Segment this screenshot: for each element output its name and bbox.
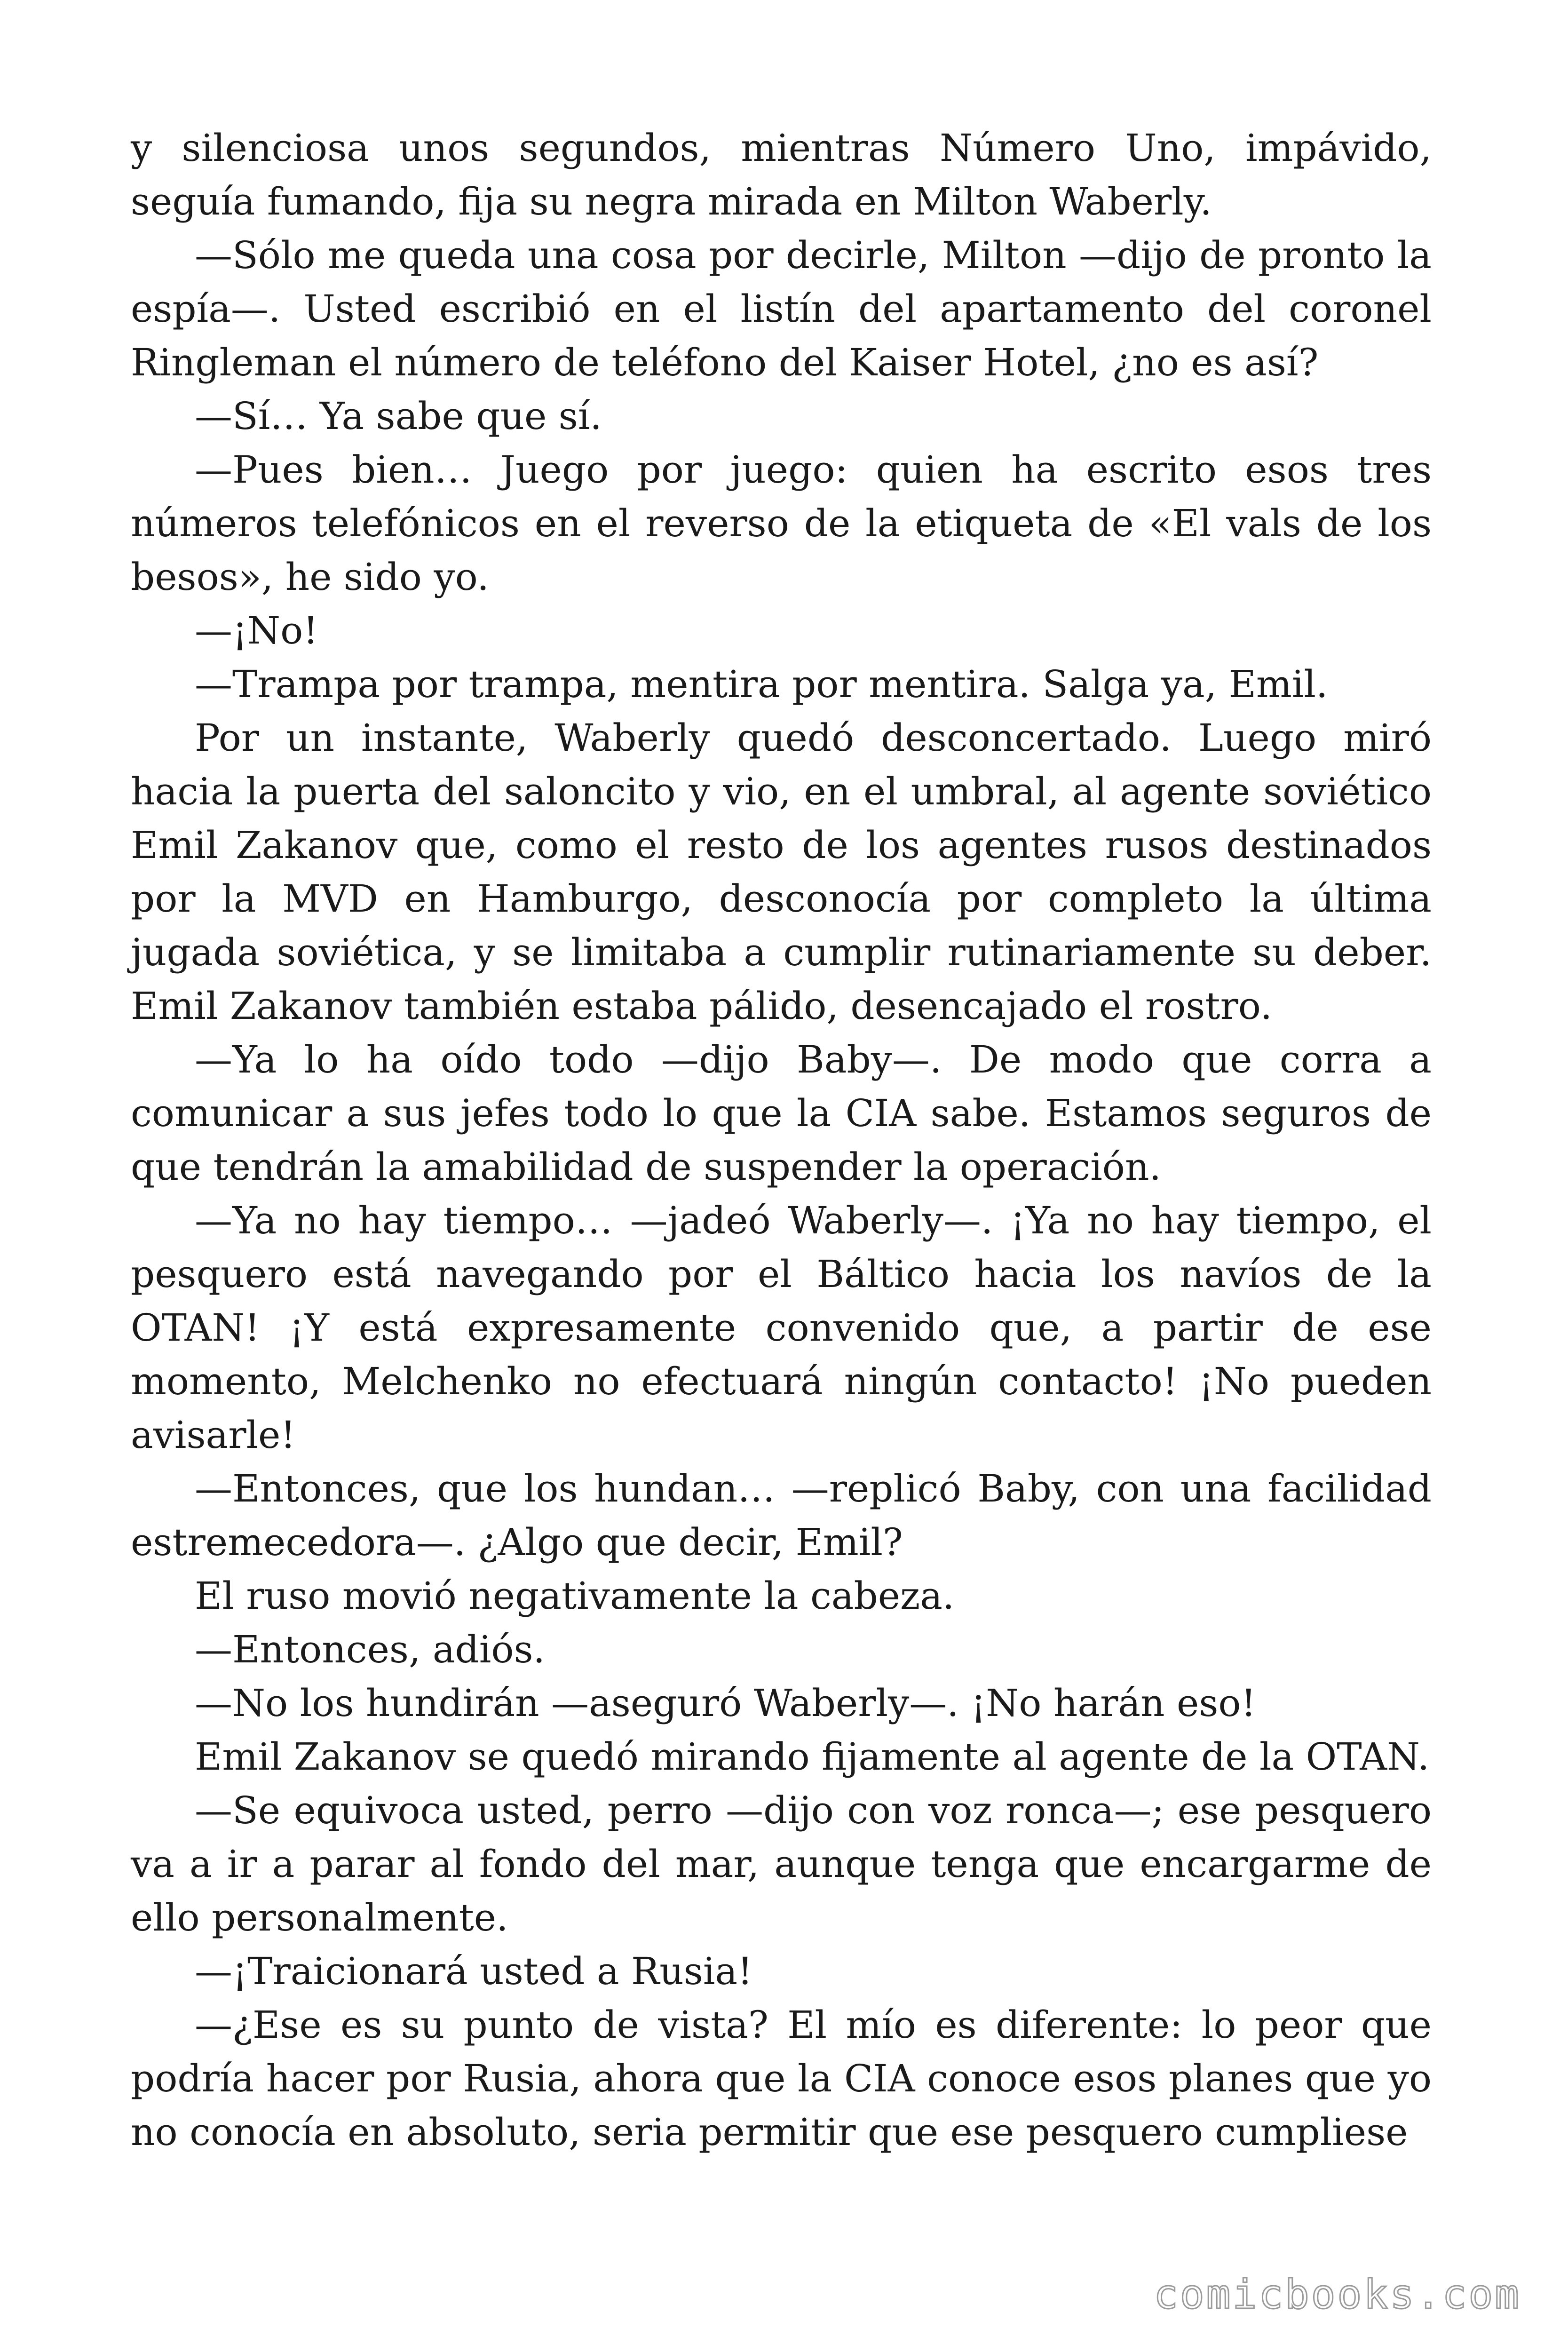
paragraph: —Pues bien… Juego por juego: quien ha escrito esos tres números telefónicos en el reverso de la etiqueta de «El vals de los besos», he sido yo. <box>131 448 1432 599</box>
paragraph: —Sólo me queda una cosa por decirle, Milton —dijo de pronto la espía—. Usted escribió en el listín del apartamento del coronel Ringleman el número de teléfono del Kaiser Hotel, ¿no es así? <box>131 233 1432 384</box>
paragraph: —¿Ese es su punto de vista? El mío es diferente: lo peor que podría hacer por Rusia, ahora que la CIA conoce esos planes que yo no conocía en absoluto, seria permitir que ese pesquero cumpliese <box>131 2003 1432 2154</box>
paragraph: —Sí… Ya sabe que sí. <box>195 394 602 438</box>
watermark: comicbooks.com <box>1154 2271 1521 2318</box>
paragraph: Emil Zakanov se quedó mirando fijamente al agente de la OTAN. <box>195 1735 1430 1779</box>
paragraph: —Ya no hay tiempo… —jadeó Waberly—. ¡Ya no hay tiempo, el pesquero está navegando por el Báltico hacia los navíos de la OTAN! ¡Y está expresamente convenido que, a partir de ese momento, Melchenko no efectuará ningún contacto! ¡No pueden avisarle! <box>131 1199 1432 1457</box>
paragraph: —Entonces, que los hundan… —replicó Baby, con una facilidad estremecedora—. ¿Algo que decir, Emil? <box>131 1467 1432 1564</box>
paragraph: —Ya lo ha oído todo —dijo Baby—. De modo que corra a comunicar a sus jefes todo lo que la CIA sabe. Estamos seguros de que tendrán la amabilidad de suspender la operación. <box>131 1038 1432 1189</box>
paragraph: —Trampa por trampa, mentira por mentira. Salga ya, Emil. <box>195 662 1328 706</box>
paragraph: —Entonces, adiós. <box>195 1628 545 1671</box>
paragraph: —Se equivoca usted, perro —dijo con voz ronca—; ese pesquero va a ir a parar al fondo del mar, aunque tenga que encargarme de ello personalmente. <box>131 1788 1432 1939</box>
body-text <box>131 121 1432 2159</box>
paragraph: —¡Traicionará usted a Rusia! <box>195 1949 753 1993</box>
paragraph: y silenciosa unos segundos, mientras Número Uno, impávido, seguía fumando, fija su negra mirada en Milton Waberly. <box>131 126 1432 223</box>
paragraph: El ruso movió negativamente la cabeza. <box>195 1574 955 1618</box>
paragraph: —No los hundirán —aseguró Waberly—. ¡No harán eso! <box>195 1681 1256 1725</box>
paragraph: Por un instante, Waberly quedó desconcertado. Luego miró hacia la puerta del saloncito y vio, en el umbral, al agente soviético Emil Zakanov que, como el resto de los agentes rusos destinados por la MVD en Hamburgo, desconocía por completo la última jugada soviética, y se limitaba a cumplir rutinariamente su deber. Emil Zakanov también estaba pálido, desencajado el rostro. <box>131 716 1432 1028</box>
paragraph: —¡No! <box>195 609 318 652</box>
